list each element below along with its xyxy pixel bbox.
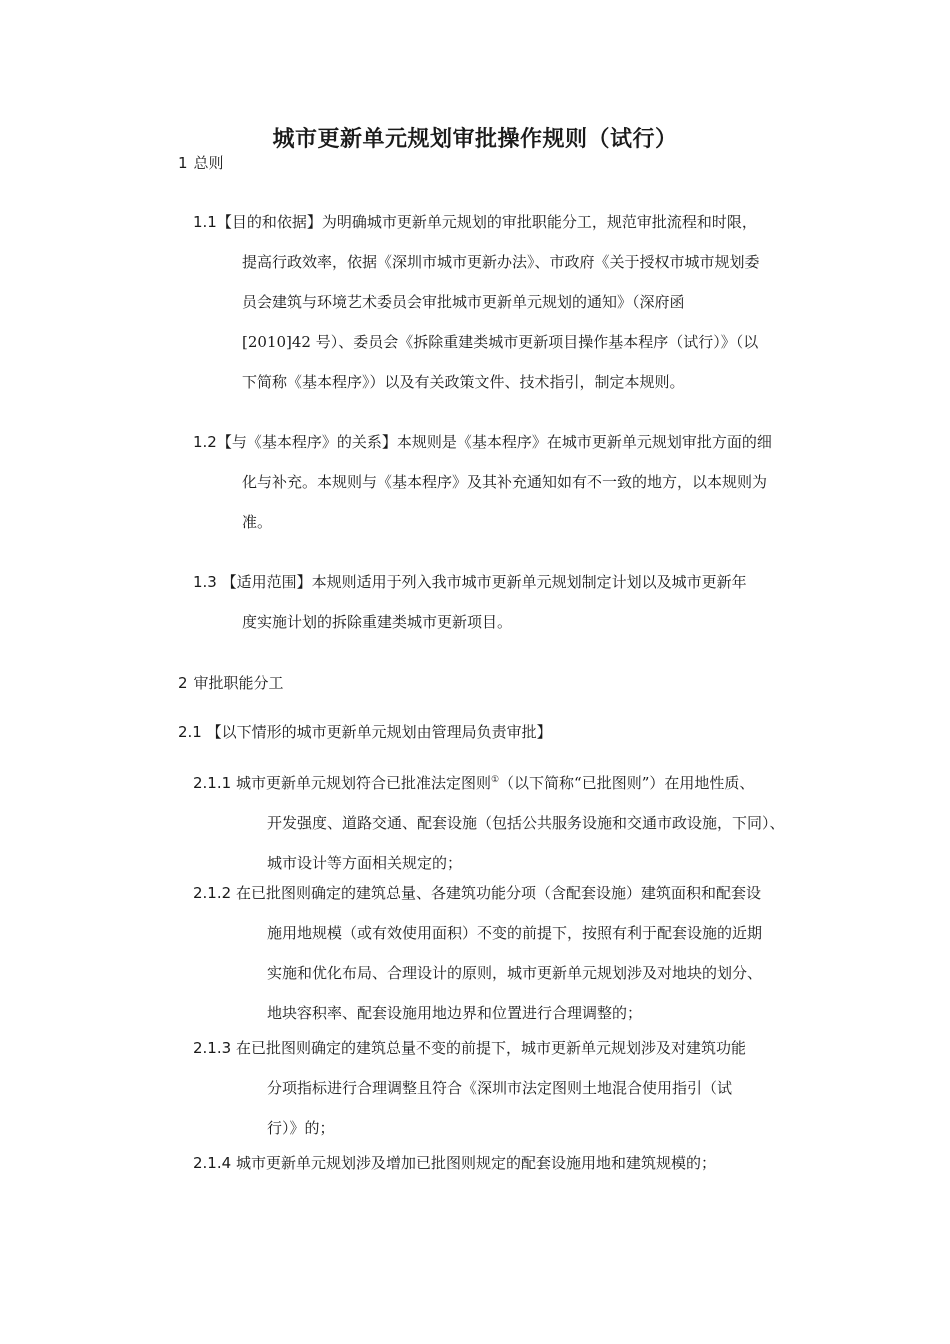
section-heading-1 xyxy=(178,152,224,173)
paragraph-line: 员会建筑与环境艺术委员会审批城市更新单元规划的通知》（深府函 xyxy=(242,293,685,311)
paragraph-line: 化与补充。本规则与《基本程序》及其补充通知如有不一致的地方，以本规则为 xyxy=(242,473,768,491)
paragraph-line: 实施和优化布局、合理设计的原则，城市更新单元规划涉及对地块的划分、 xyxy=(267,964,763,982)
paragraph-line: 准。 xyxy=(242,513,273,531)
paragraph-line: 度实施计划的拆除重建类城市更新项目。 xyxy=(242,613,513,631)
paragraph-2-1-2 xyxy=(193,873,813,1033)
paragraph-line: 提高行政效率，依据《深圳市城市更新办法》、市政府《关于授权市城市规划委 xyxy=(242,253,760,271)
paragraph-1-3 xyxy=(193,562,813,642)
section-title: 总则 xyxy=(193,154,224,172)
paragraph-line: 【与《基本程序》的关系】本规则是《基本程序》在城市更新单元规划审批方面的细 xyxy=(216,433,772,451)
clause-text: 【以下情形的城市更新单元规划由管理局负责审批】 xyxy=(201,723,552,741)
paragraph-first-line xyxy=(193,1143,813,1183)
paragraph-first-line xyxy=(193,873,813,913)
paragraph-line: 行）》的； xyxy=(267,1119,335,1137)
paragraph-first-line xyxy=(193,1028,813,1068)
paragraph-line: 分项指标进行合理调整且符合《深圳市法定图则土地混合使用指引（试 xyxy=(267,1079,733,1097)
paragraph-first-line xyxy=(193,760,813,803)
paragraph-line: 城市设计等方面相关规定的； xyxy=(267,854,463,872)
paragraph-line: [2010]42 号）、委员会《拆除重建类城市更新项目操作基本程序（试行）》（以 xyxy=(242,333,759,351)
paragraph-line: 城市更新单元规划符合已批准法定图则 xyxy=(231,774,491,792)
paragraph-first-line xyxy=(193,422,813,462)
paragraph-1-2 xyxy=(193,422,813,542)
paragraph-line: 在已批图则确定的建筑总量不变的前提下，城市更新单元规划涉及对建筑功能 xyxy=(231,1039,746,1057)
section-title: 审批职能分工 xyxy=(193,674,284,692)
paragraph-line: 下简称《基本程序》）以及有关政策文件、技术指引，制定本规则。 xyxy=(242,373,685,391)
clause-number: 1.3 xyxy=(193,573,217,591)
paragraph-2-1-1 xyxy=(193,760,813,883)
paragraph-line: （以下简称“已批图则”）在用地性质、 xyxy=(499,774,755,792)
paragraph-line: 开发强度、道路交通、配套设施（包括公共服务设施和交通市政设施，下同）、 xyxy=(267,814,785,832)
clause-number: 2.1.2 xyxy=(193,884,232,902)
clause-number: 2.1.4 xyxy=(193,1154,232,1172)
paragraph-line: 城市更新单元规划涉及增加已批图则规定的配套设施用地和建筑规模的； xyxy=(231,1154,716,1172)
paragraph-1-1 xyxy=(193,202,813,402)
footnote-marker: ① xyxy=(490,775,500,785)
paragraph-line: 【适用范围】本规则适用于列入我市城市更新单元规划制定计划以及城市更新年 xyxy=(216,573,747,591)
document-title: 城市更新单元规划审批操作规则（试行） xyxy=(272,126,678,152)
clause-2-1 xyxy=(178,721,552,742)
paragraph-line: 施用地规模（或有效使用面积）不变的前提下，按照有利于配套设施的近期 xyxy=(267,924,763,942)
paragraph-first-line xyxy=(193,562,813,602)
paragraph-2-1-3 xyxy=(193,1028,813,1148)
paragraph-line: 【目的和依据】为明确城市更新单元规划的审批职能分工，规范审批流程和时限， xyxy=(216,213,757,231)
paragraph-line: 在已批图则确定的建筑总量、各建筑功能分项（含配套设施）建筑面积和配套设 xyxy=(231,884,761,902)
clause-number: 2.1 xyxy=(178,723,202,741)
paragraph-line: 地块容积率、配套设施用地边界和位置进行合理调整的； xyxy=(267,1004,643,1022)
paragraph-2-1-4 xyxy=(193,1143,813,1183)
clause-number: 2.1.3 xyxy=(193,1039,232,1057)
section-number: 1 xyxy=(178,154,188,172)
section-number: 2 xyxy=(178,674,188,692)
clause-number: 1.1 xyxy=(193,213,217,231)
clause-number: 2.1.1 xyxy=(193,774,232,792)
section-heading-2 xyxy=(178,672,284,693)
paragraph-first-line xyxy=(193,202,813,242)
clause-number: 1.2 xyxy=(193,433,217,451)
